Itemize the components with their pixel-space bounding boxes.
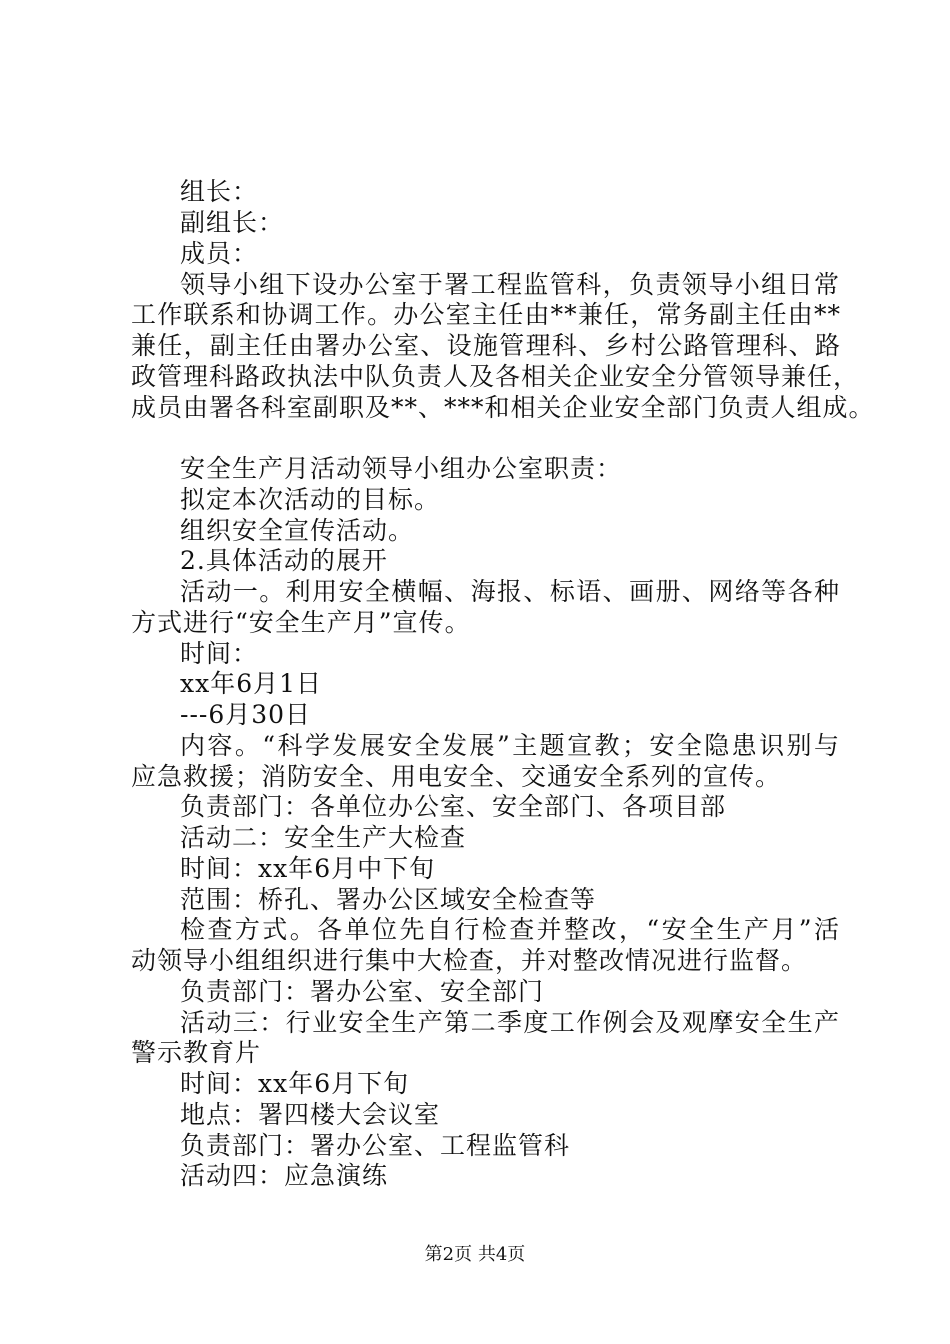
text-line: 拟定本次活动的目标。 [180, 485, 441, 514]
text-line: xx年6月1日 [180, 669, 323, 698]
text-line: 方式进行“安全生产月”宣传。 [131, 608, 471, 637]
text-line: 活动二：安全生产大检查 [180, 823, 467, 852]
text-line: 检查方式。各单位先自行检查并整改，“安全生产月”活 [180, 915, 840, 944]
text-line: 地点：署四楼大会议室 [180, 1100, 441, 1129]
text-line: 2.具体活动的展开 [180, 546, 388, 575]
text-line: 应急救援；消防安全、用电安全、交通安全系列的宣传。 [131, 762, 782, 791]
text-line: 负责部门：署办公室、工程监管科 [180, 1131, 571, 1160]
text-line: 动领导小组组织进行集中大检查，并对整改情况进行监督。 [131, 946, 808, 975]
text-line: 政管理科路政执法中队负责人及各相关企业安全分管领导兼任， [131, 362, 860, 391]
page-footer: 第2页 共4页 [424, 1244, 526, 1265]
text-line: 副组长： [180, 208, 285, 237]
text-line: 范围：桥孔、署办公区域安全检查等 [180, 885, 597, 914]
text-line: 成员由署各科室副职及**、***和相关企业安全部门负责人组成。 [131, 393, 875, 422]
text-line: 时间：xx年6月下旬 [180, 1069, 410, 1098]
text-line: 成员： [180, 239, 259, 268]
text-line: 时间：xx年6月中下旬 [180, 854, 436, 883]
text-line: 活动四：应急演练 [180, 1161, 389, 1190]
text-line: 活动三：行业安全生产第二季度工作例会及观摩安全生产 [180, 1008, 840, 1037]
text-line: 兼任，副主任由署办公室、设施管理科、乡村公路管理科、路 [131, 331, 841, 360]
text-line: ---6月30日 [180, 700, 312, 729]
text-line: 内容。“科学发展安全发展”主题宣教；安全隐患识别与 [180, 731, 840, 760]
text-line: 组织安全宣传活动。 [180, 516, 415, 545]
text-line: 工作联系和协调工作。办公室主任由**兼任，常务副主任由** [131, 300, 841, 329]
text-line: 组长： [180, 177, 259, 206]
text-line: 警示教育片 [131, 1038, 262, 1067]
text-line: 负责部门：署办公室、安全部门 [180, 977, 545, 1006]
text-line: 安全生产月活动领导小组办公室职责： [180, 454, 623, 483]
text-line: 领导小组下设办公室于署工程监管科，负责领导小组日常 [180, 270, 840, 299]
text-line: 负责部门：各单位办公室、安全部门、各项目部 [180, 792, 727, 821]
text-line: 时间： [180, 639, 259, 668]
text-line: 活动一。利用安全横幅、海报、标语、画册、网络等各种 [180, 577, 840, 606]
